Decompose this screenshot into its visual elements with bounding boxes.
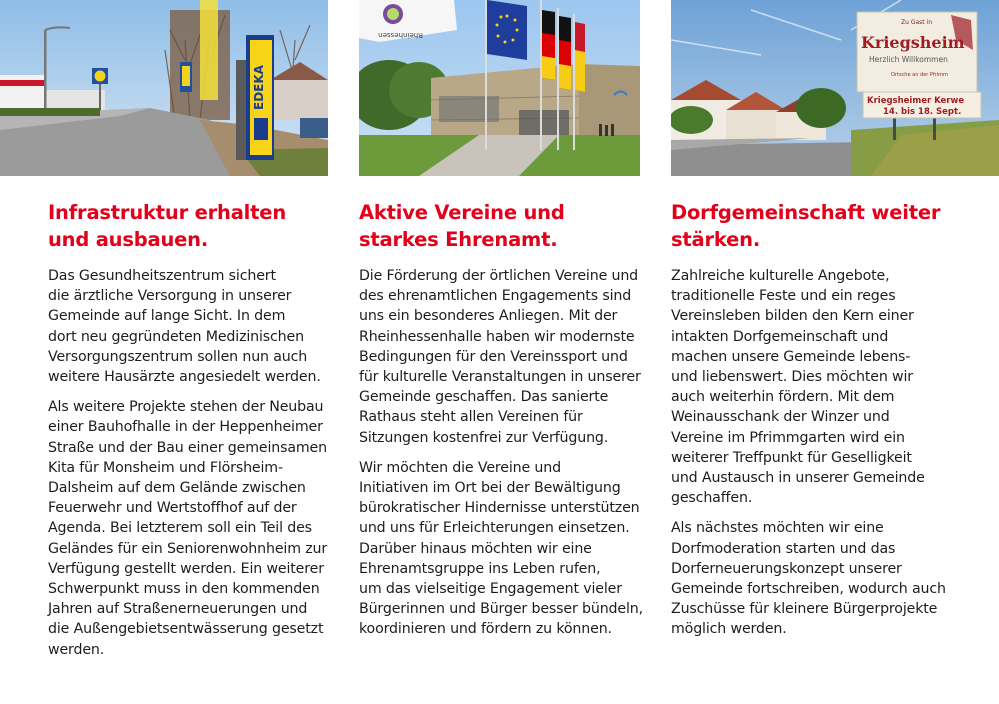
text-line: Als nächstes möchten wir eine <box>671 520 884 537</box>
text-line: Sitzungen kostenfrei zur Verfügung. <box>359 429 609 446</box>
photo-rheinhessenhalle <box>359 0 640 176</box>
column3-heading <box>671 199 940 253</box>
sign-town-name: Kriegsheim <box>861 33 965 52</box>
text-line: die Außengebietsentwässerung gesetzt <box>48 621 324 638</box>
edeka-sign-text: EDEKA <box>252 65 266 110</box>
column1-body <box>48 266 338 660</box>
column3-paragraph1 <box>671 266 961 508</box>
text-line: Vereine im Pfrimmgarten wird ein <box>671 429 905 446</box>
column3-heading-line1: Dorfgemeinschaft weiter <box>671 201 941 224</box>
text-line: dort neu gegründeten Medizinischen <box>48 328 304 345</box>
text-line: Jahren auf Straßenerneuerungen und <box>48 601 308 618</box>
text-line: Kita für Monsheim und Flörsheim- <box>48 459 283 476</box>
column2-paragraph2 <box>359 458 649 640</box>
text-line: und Austausch in unserer Gemeinde <box>671 470 925 487</box>
text-line: bürokratischer Hindernisse unterstützen <box>359 500 640 517</box>
column1-heading-line1: Infrastruktur erhalten <box>48 201 286 224</box>
text-line: Dalsheim auf dem Gelände zwischen <box>48 480 306 497</box>
text-line: Gemeinde fortschreiben, wodurch auch <box>671 581 946 598</box>
text-line: für kulturelle Veranstaltungen in unserer <box>359 369 641 386</box>
text-line: Die Förderung der örtlichen Vereine und <box>359 268 639 284</box>
column2-heading-line2: starkes Ehrenamt. <box>359 228 558 251</box>
text-line: Bedingungen für den Vereinssport und <box>359 348 628 365</box>
sign-small-text: Ortsche an der Pfrimm <box>891 72 948 78</box>
text-line: Vereinsleben bilden den Kern einer <box>671 308 914 325</box>
column1-heading-line2: und ausbauen. <box>48 228 209 251</box>
text-line: weitere Hausärzte angesiedelt werden. <box>48 369 321 386</box>
text-line: Rathaus steht allen Vereinen für <box>359 409 583 426</box>
banner-line1: Kriegsheimer Kerwe <box>867 96 965 106</box>
text-line: werden. <box>48 641 105 658</box>
text-line: möglich werden. <box>671 621 787 638</box>
text-line: Dorferneuerungskonzept unserer <box>671 560 902 577</box>
text-line: koordinieren und fördern zu können. <box>359 621 612 638</box>
column1-paragraph2 <box>48 397 338 660</box>
text-line: geschaffen. <box>671 490 753 507</box>
text-line: Zahlreiche kulturelle Angebote, <box>671 268 890 284</box>
text-line: traditionelle Feste und ein reges <box>671 288 896 305</box>
text-line: Bürgerinnen und Bürger besser bündeln, <box>359 601 643 618</box>
text-line: Dorfmoderation starten und das <box>671 540 896 557</box>
text-line: Rheinhessenhalle haben wir modernste <box>359 328 635 345</box>
text-line: des ehrenamtlichen Engagements sind <box>359 288 632 305</box>
text-line: einer Bauhofhalle in der Heppenheimer <box>48 419 323 436</box>
text-line: Zuschüsse für kleinere Bürgerprojekte <box>671 601 938 618</box>
column1-paragraph1 <box>48 266 338 387</box>
text-line: die ärztliche Versorgung in unserer <box>48 288 292 305</box>
column2-heading-line1: Aktive Vereine und <box>359 201 565 224</box>
text-line: Initiativen im Ort bei der Bewältigung <box>359 480 621 497</box>
column1-heading <box>48 199 286 253</box>
text-line: Geländes für ein Seniorenwohnheim zur <box>48 540 328 557</box>
text-line: Versorgungszentrum sollen nun auch <box>48 348 308 365</box>
text-line: Gemeinde geschaffen. Das sanierte <box>359 389 609 406</box>
text-line: Feuerwehr und Wertstoffhof auf der <box>48 500 297 517</box>
text-line: Straße und der Bau einer gemeinsamen <box>48 439 327 456</box>
photo-infrastructure <box>0 0 328 176</box>
text-line: Als weitere Projekte stehen der Neubau <box>48 399 324 416</box>
text-line: auch weiterhin fördern. Mit dem <box>671 389 895 406</box>
column2-body <box>359 266 649 640</box>
text-line: Schwerpunkt muss in den kommenden <box>48 581 320 598</box>
photo-kriegsheim-sign <box>671 0 999 176</box>
text-line: Verfügung gestellt werden. Ein weiterer <box>48 560 324 577</box>
sign-top-text: Zu Gast in <box>901 19 933 26</box>
banner-line2: 14. bis 18. Sept. <box>883 107 962 117</box>
sign-welcome-text: Herzlich Willkommen <box>869 55 948 64</box>
text-line: und liebenswert. Dies möchten wir <box>671 369 913 386</box>
text-line: Wir möchten die Vereine und <box>359 459 561 476</box>
column2-heading <box>359 199 565 253</box>
text-line: weiterer Treffpunkt für Geselligkeit <box>671 449 912 466</box>
text-line: uns ein besonderes Anliegen. Mit der <box>359 308 618 325</box>
text-line: Agenda. Bei letzterem soll ein Teil des <box>48 520 312 537</box>
text-line: Weinausschank der Winzer und <box>671 409 890 426</box>
column3-heading-line2: stärken. <box>671 228 761 251</box>
column3-paragraph2 <box>671 518 961 639</box>
column2-paragraph1 <box>359 266 649 448</box>
column3-body <box>671 266 961 640</box>
text-line: Gemeinde auf lange Sicht. In dem <box>48 308 286 325</box>
text-line: Ehrenamtsgruppe ins Leben rufen, <box>359 560 601 577</box>
text-line: machen unsere Gemeinde lebens- <box>671 348 911 365</box>
text-line: und uns für Erleichterungen einsetzen. <box>359 520 630 537</box>
text-line: um das vielseitige Engagement vieler <box>359 581 622 598</box>
text-line: Das Gesundheitszentrum sichert <box>48 268 276 284</box>
text-line: Darüber hinaus möchten wir eine <box>359 540 592 557</box>
text-line: intakten Dorfgemeinschaft und <box>671 328 889 345</box>
rheinhessen-flag-text: Rheinhessen <box>378 31 423 39</box>
